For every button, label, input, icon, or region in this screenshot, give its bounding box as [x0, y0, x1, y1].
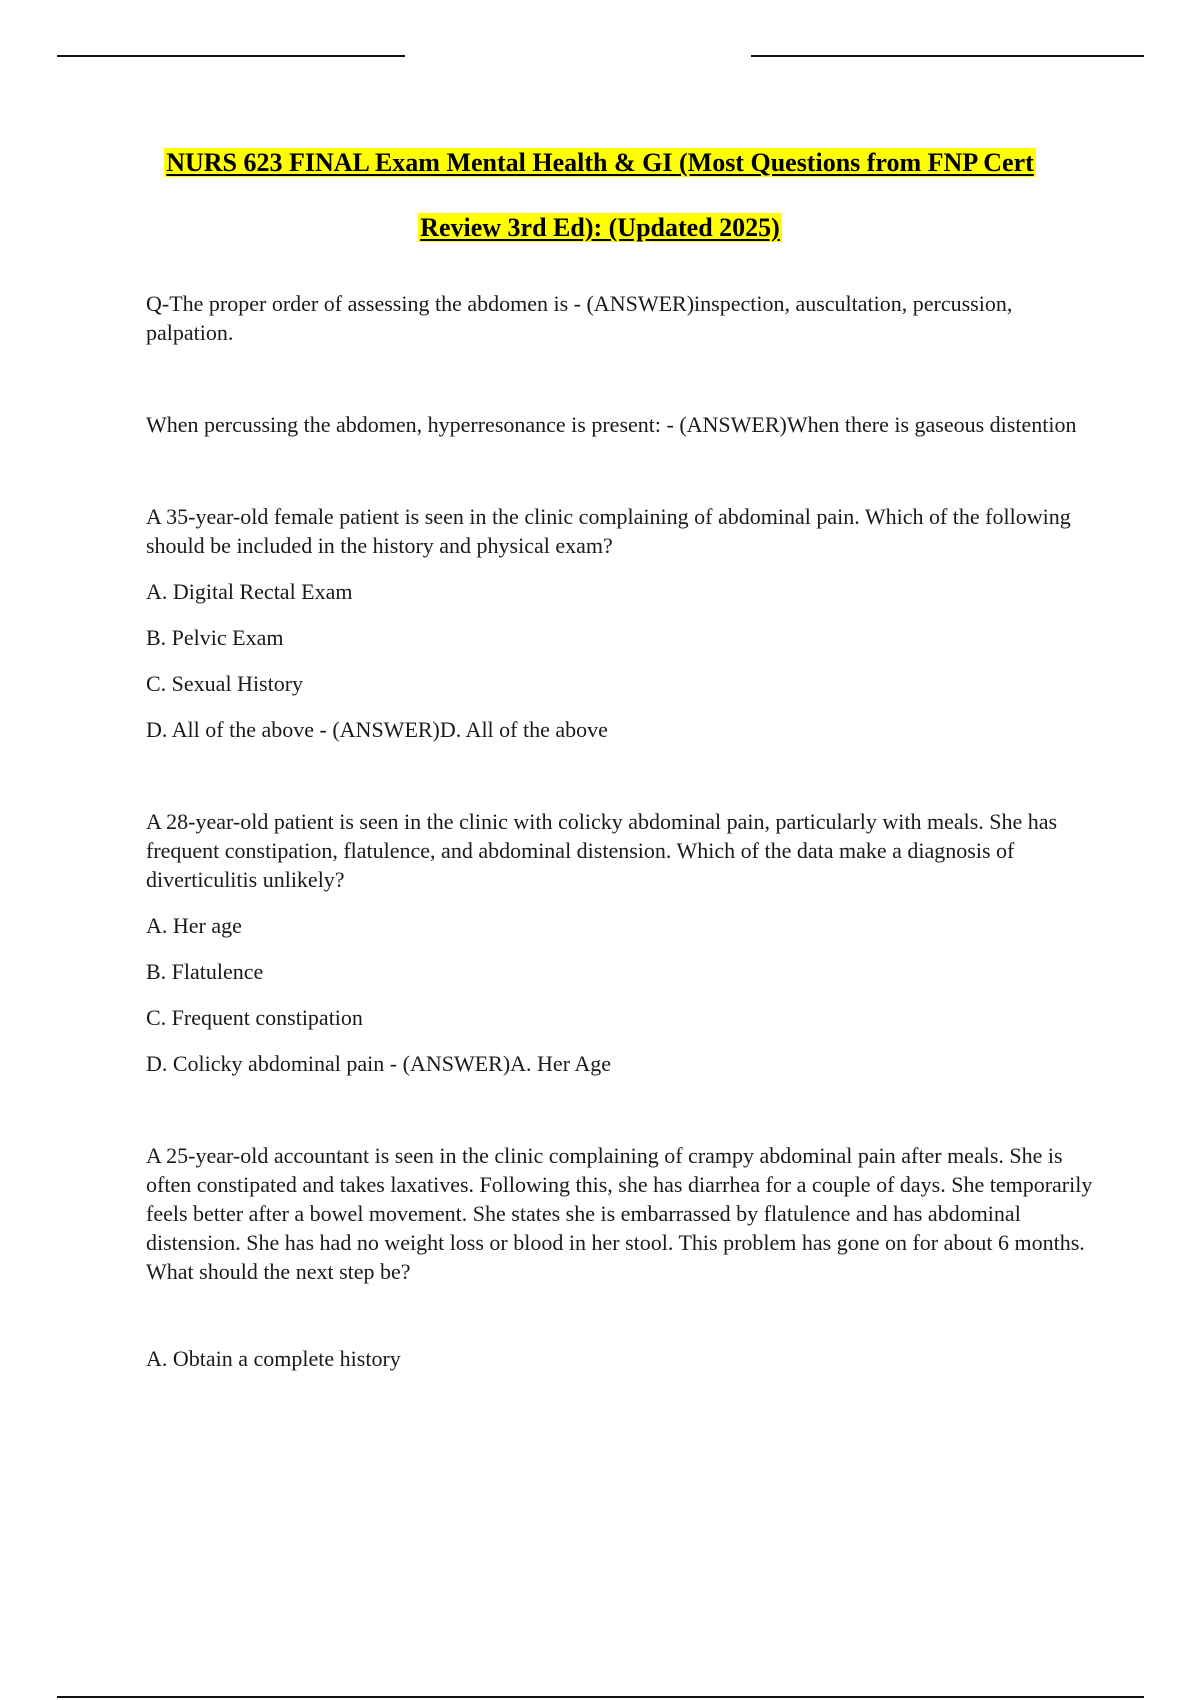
question-text: When percussing the abdomen, hyperresonance is present: - (ANSWER)When there is gaseous distention: [146, 412, 1077, 437]
answer-option: D. Colicky abdominal pain - (ANSWER)A. Her Age: [146, 1051, 611, 1076]
question-text: Q-The proper order of assessing the abdomen is - (ANSWER)inspection, auscultation, percussion, palpation.: [146, 291, 1013, 345]
header-rule-right: [751, 55, 1144, 57]
question-text: A 28-year-old patient is seen in the clinic with colicky abdominal pain, particularly with meals. She has frequent constipation, flatulence, and abdominal distension. Which of the data make a diagnosis of diverticulitis unlikely?: [146, 809, 1058, 892]
question-text: A 35-year-old female patient is seen in the clinic complaining of abdominal pain. Which of the following should be included in the history and physical exam?: [146, 504, 1071, 558]
answer-option: D. All of the above - (ANSWER)D. All of the above: [146, 717, 608, 742]
answer-option: A. Her age: [146, 913, 242, 938]
question-block-3: [146, 502, 1096, 744]
question-block-2: [146, 410, 1096, 439]
document-body: [146, 289, 1096, 1373]
question-block-4: [146, 807, 1096, 1078]
question-block-1: [146, 289, 1096, 347]
answer-option: B. Pelvic Exam: [146, 625, 284, 650]
question-text: A 25-year-old accountant is seen in the clinic complaining of crampy abdominal pain after meals. She is often constipated and takes laxatives. Following this, she has diarrhea for a couple of days. She temporarily feels better after a bowel movement. She states she is embarrassed by flatulence and has abdominal distension. She has had no weight loss or blood in her stool. This problem has gone on for about 6 months. What should the next step be?: [146, 1143, 1093, 1284]
answer-option: C. Sexual History: [146, 671, 304, 696]
header-rule-left: [57, 55, 405, 57]
answer-option: A. Digital Rectal Exam: [146, 579, 353, 604]
document-title-line-1: [0, 147, 1200, 179]
answer-option: C. Frequent constipation: [146, 1005, 363, 1030]
document-title-text-1: NURS 623 FINAL Exam Mental Health & GI (Most Questions from FNP Cert: [166, 148, 1034, 177]
document-title-text-2: Review 3rd Ed): (Updated 2025): [420, 213, 780, 242]
footer-rule: [57, 1696, 1144, 1698]
answer-option: B. Flatulence: [146, 959, 264, 984]
answer-option: A. Obtain a complete history: [146, 1346, 401, 1371]
question-block-5: [146, 1141, 1096, 1373]
document-title-line-2: [0, 212, 1200, 244]
